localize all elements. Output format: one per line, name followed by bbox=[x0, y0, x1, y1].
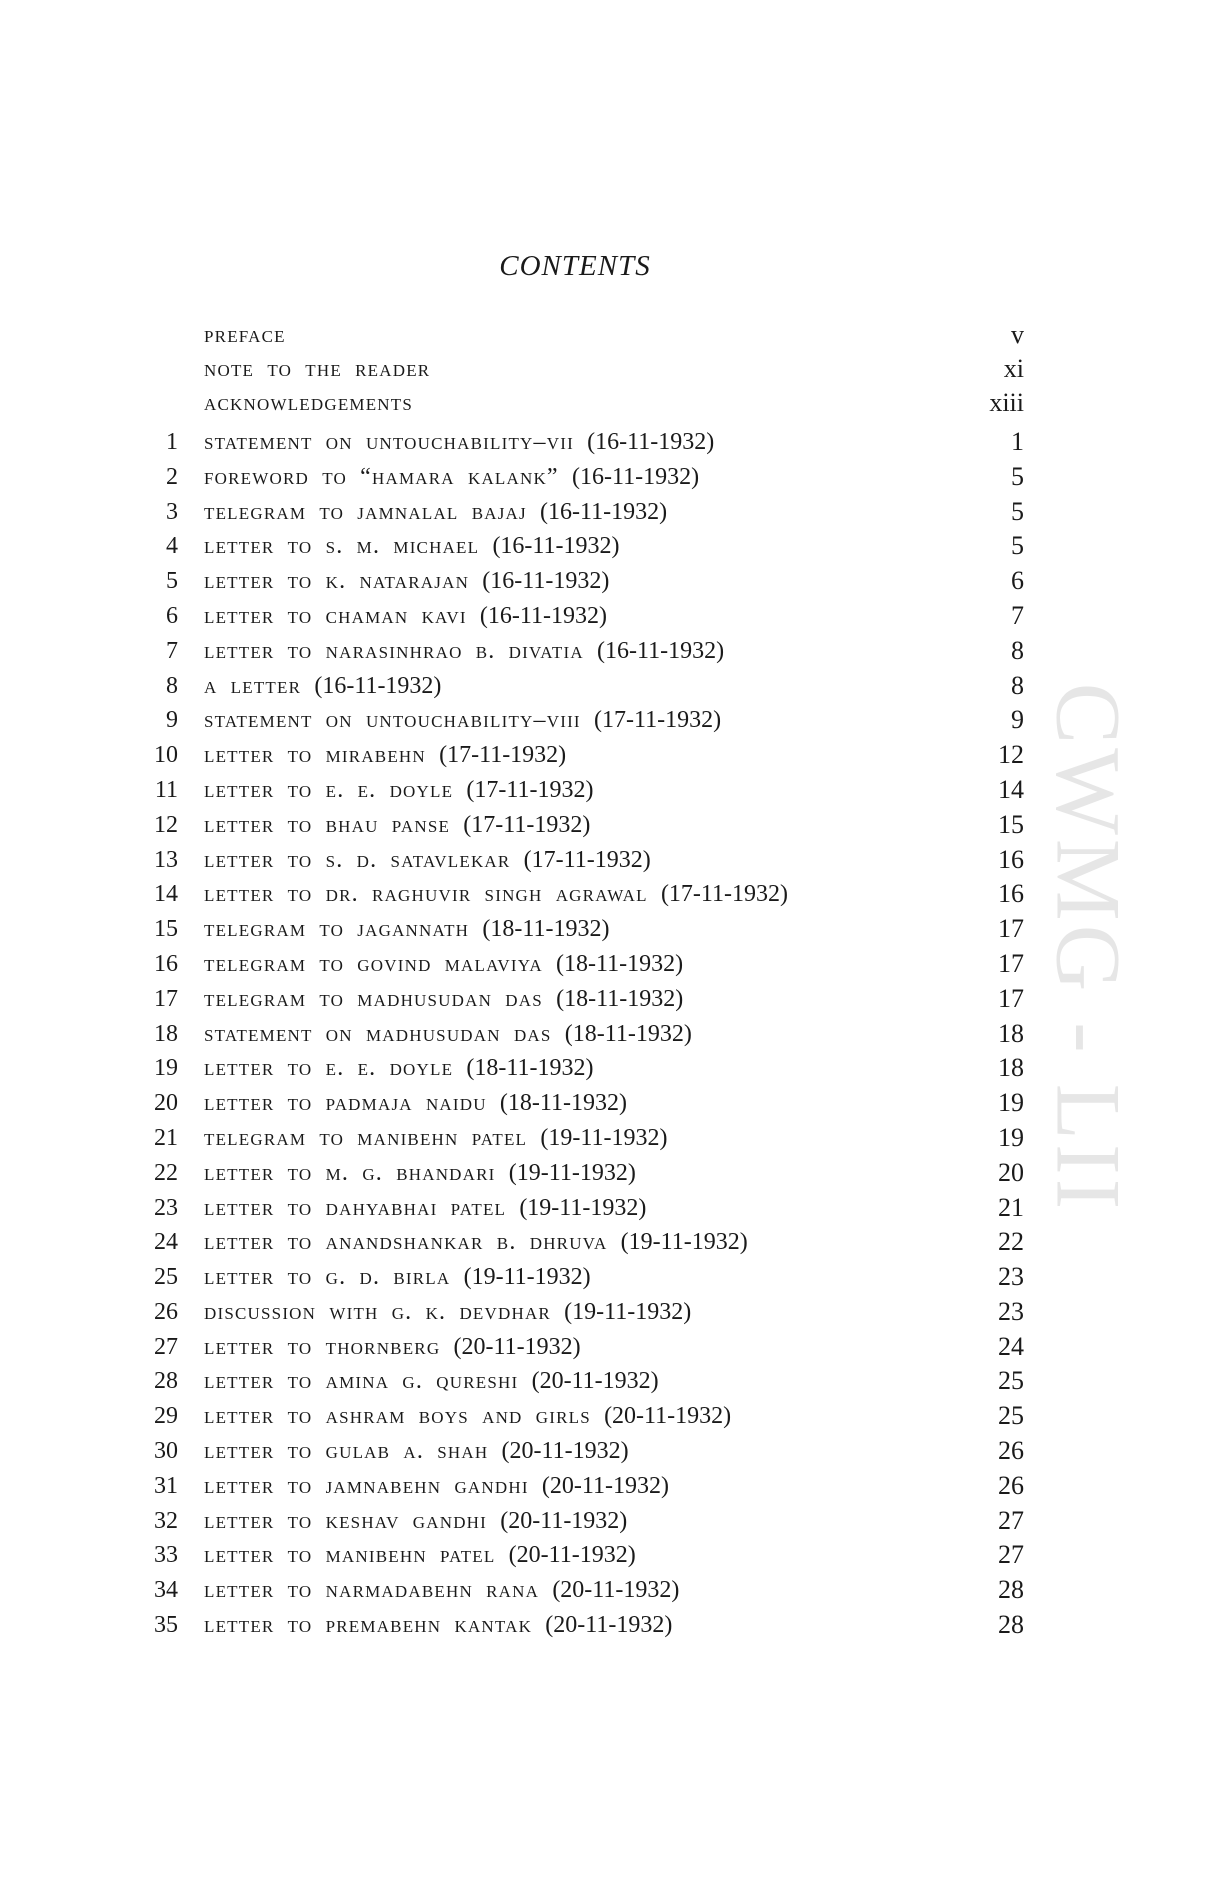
entry-date: (18-11-1932) bbox=[556, 985, 684, 1012]
entry-number: 20 bbox=[154, 1090, 178, 1117]
entry-date: (17-11-1932) bbox=[463, 811, 591, 838]
entry-title bbox=[204, 495, 667, 529]
entry-title-text: letter to premabehn kantak bbox=[204, 1612, 533, 1638]
entry-title-text: letter to narasinhrao b. divatia bbox=[204, 637, 584, 664]
toc-row bbox=[0, 773, 1229, 807]
entry-number: 30 bbox=[154, 1438, 178, 1464]
entry-title bbox=[204, 843, 651, 877]
entry-page: 27 bbox=[998, 1505, 1024, 1535]
entry-number: 7 bbox=[166, 637, 178, 664]
entry-date: (19-11-1932) bbox=[540, 1124, 668, 1151]
entry-title-text: telegram to madhusudan das bbox=[204, 985, 543, 1012]
entry-title bbox=[204, 564, 609, 598]
entry-title bbox=[204, 912, 609, 946]
entry-title bbox=[204, 529, 620, 563]
entry-date: (20-11-1932) bbox=[501, 1438, 629, 1464]
entry-title bbox=[204, 1086, 627, 1120]
entry-number: 5 bbox=[166, 568, 178, 595]
toc-row bbox=[0, 843, 1229, 877]
entry-number: 9 bbox=[166, 707, 178, 734]
entry-page: 8 bbox=[1011, 635, 1024, 665]
entry-date: (17-11-1932) bbox=[439, 742, 567, 769]
entry-date: (16-11-1932) bbox=[314, 672, 442, 699]
entry-title bbox=[204, 1573, 679, 1607]
entry-title bbox=[204, 1608, 672, 1642]
entry-title bbox=[204, 738, 566, 772]
entry-title bbox=[204, 634, 724, 668]
entry-title bbox=[204, 1399, 731, 1433]
front-matter-row bbox=[0, 386, 1229, 420]
toc-row bbox=[0, 669, 1229, 703]
entry-page: 25 bbox=[998, 1366, 1024, 1396]
toc-row bbox=[0, 599, 1229, 633]
entry-number: 10 bbox=[154, 742, 178, 769]
entry-page: v bbox=[1011, 320, 1024, 349]
entry-title-text: telegram to govind malaviya bbox=[204, 950, 543, 977]
toc-row bbox=[0, 1538, 1229, 1572]
entry-date: (16-11-1932) bbox=[572, 463, 700, 490]
entry-number: 3 bbox=[166, 498, 178, 525]
entry-title-text: letter to jamnabehn gandhi bbox=[204, 1472, 529, 1499]
toc-row bbox=[0, 1295, 1229, 1329]
entry-page: 19 bbox=[998, 1122, 1024, 1152]
toc-row bbox=[0, 1156, 1229, 1190]
entry-title-text: letter to k. natarajan bbox=[204, 568, 470, 595]
entry-number: 23 bbox=[154, 1194, 178, 1221]
entry-page: 17 bbox=[998, 914, 1024, 944]
entry-title-text: letter to mirabehn bbox=[204, 742, 426, 769]
entry-number: 4 bbox=[166, 533, 178, 560]
entry-date: (19-11-1932) bbox=[519, 1194, 647, 1221]
toc-row bbox=[0, 912, 1229, 946]
entry-date: (17-11-1932) bbox=[594, 707, 722, 734]
entry-date: (20-11-1932) bbox=[604, 1403, 732, 1430]
entry-page: 17 bbox=[998, 983, 1024, 1013]
entry-page: 28 bbox=[998, 1610, 1024, 1639]
entry-number: 18 bbox=[154, 1020, 178, 1047]
toc-row bbox=[0, 1086, 1229, 1120]
watermark-text: CWMG - LII bbox=[1037, 682, 1140, 1214]
entry-date: (20-11-1932) bbox=[453, 1333, 581, 1360]
toc-row bbox=[0, 1434, 1229, 1468]
entry-number: 31 bbox=[154, 1472, 178, 1499]
entry-number: 22 bbox=[154, 1159, 178, 1186]
entry-number: 14 bbox=[154, 881, 178, 908]
entry-date: (16-11-1932) bbox=[492, 533, 620, 560]
entry-number: 6 bbox=[166, 603, 178, 629]
entry-page: 24 bbox=[998, 1331, 1024, 1361]
toc-row bbox=[0, 703, 1229, 737]
entry-date: (20-11-1932) bbox=[552, 1577, 680, 1604]
entry-title-text: letter to chaman kavi bbox=[204, 603, 467, 629]
entry-number: 8 bbox=[166, 672, 178, 699]
toc-row bbox=[0, 808, 1229, 842]
entry-title-text: letter to m. g. bhandari bbox=[204, 1159, 496, 1186]
entry-number: 17 bbox=[154, 985, 178, 1012]
entry-title bbox=[204, 1434, 629, 1468]
entry-page: 5 bbox=[1011, 531, 1024, 561]
entry-date: (16-11-1932) bbox=[540, 498, 668, 525]
entry-number: 1 bbox=[166, 429, 178, 455]
entry-date: (16-11-1932) bbox=[482, 568, 610, 595]
entry-date: (20-11-1932) bbox=[541, 1472, 669, 1499]
entry-title-text: telegram to jamnalal bajaj bbox=[204, 498, 527, 525]
entry-page: 22 bbox=[998, 1227, 1024, 1257]
entry-title-text: telegram to manibehn patel bbox=[204, 1124, 528, 1151]
entry-title bbox=[204, 1051, 593, 1085]
entry-title bbox=[204, 982, 683, 1016]
entry-title bbox=[204, 1469, 669, 1503]
entry-date: (17-11-1932) bbox=[466, 776, 594, 803]
entry-title-text: letter to ashram boys and girls bbox=[204, 1403, 591, 1430]
entry-page: 18 bbox=[998, 1053, 1024, 1083]
entry-title bbox=[204, 1156, 636, 1190]
entry-title bbox=[204, 669, 441, 703]
entry-title-text: statement on madhusudan das bbox=[204, 1020, 552, 1047]
toc-row bbox=[0, 1504, 1229, 1538]
entry-title bbox=[204, 1121, 667, 1155]
entry-number: 2 bbox=[166, 463, 178, 490]
toc-row bbox=[0, 1260, 1229, 1294]
entry-date: (16-11-1932) bbox=[597, 637, 725, 664]
entry-title-text: letter to padmaja naidu bbox=[204, 1090, 487, 1117]
toc-row bbox=[0, 1051, 1229, 1085]
entry-page: 16 bbox=[998, 879, 1024, 909]
toc-row bbox=[0, 1225, 1229, 1259]
toc-row bbox=[0, 1121, 1229, 1155]
entry-date: (18-11-1932) bbox=[564, 1020, 692, 1047]
entry-title-text: letter to thornberg bbox=[204, 1333, 441, 1360]
entry-page: xiii bbox=[989, 388, 1024, 417]
toc-row bbox=[0, 529, 1229, 563]
toc-row bbox=[0, 460, 1229, 494]
entry-date: (19-11-1932) bbox=[508, 1159, 636, 1186]
entry-date: (19-11-1932) bbox=[564, 1298, 692, 1325]
entry-title-text: letter to gulab a. shah bbox=[204, 1438, 489, 1464]
toc-row bbox=[0, 425, 1229, 459]
front-matter-row bbox=[0, 352, 1229, 386]
entry-title bbox=[204, 947, 683, 981]
entry-title bbox=[204, 703, 721, 737]
entry-title-text: letter to e. e. doyle bbox=[204, 776, 454, 803]
entry-page: 14 bbox=[998, 774, 1024, 804]
entry-title bbox=[204, 1330, 581, 1364]
entry-title-text: letter to dahyabhai patel bbox=[204, 1194, 507, 1221]
entry-number: 21 bbox=[154, 1124, 178, 1151]
entry-page: 12 bbox=[998, 740, 1024, 770]
entry-page: 1 bbox=[1011, 427, 1024, 456]
entry-title-text: letter to amina g. qureshi bbox=[204, 1368, 519, 1395]
entry-title-text: a letter bbox=[204, 672, 302, 699]
entry-title-text: letter to s. m. michael bbox=[204, 533, 480, 560]
entry-page: 23 bbox=[998, 1262, 1024, 1292]
entry-title bbox=[204, 1191, 646, 1225]
entry-date: (20-11-1932) bbox=[545, 1612, 673, 1638]
toc-row bbox=[0, 738, 1229, 772]
toc-row bbox=[0, 634, 1229, 668]
entry-title bbox=[204, 1225, 748, 1259]
entry-title-text: letter to dr. raghuvir singh agrawal bbox=[204, 881, 648, 908]
entry-number: 19 bbox=[154, 1055, 178, 1082]
entry-number: 11 bbox=[154, 776, 178, 803]
toc-row bbox=[0, 495, 1229, 529]
entry-title-text: telegram to jagannath bbox=[204, 916, 470, 943]
entry-page: 25 bbox=[998, 1401, 1024, 1431]
toc-row bbox=[0, 1399, 1229, 1433]
entry-title-text: statement on untouchability–vii bbox=[204, 429, 574, 455]
entry-page: 26 bbox=[998, 1436, 1024, 1465]
entry-date: (18-11-1932) bbox=[556, 950, 684, 977]
entry-number: 26 bbox=[154, 1298, 178, 1325]
entry-page: 8 bbox=[1011, 670, 1024, 700]
entry-date: (18-11-1932) bbox=[466, 1055, 594, 1082]
entry-page: 19 bbox=[998, 1088, 1024, 1118]
entry-title-text: discussion with g. k. devdhar bbox=[204, 1298, 551, 1325]
entry-date: (18-11-1932) bbox=[499, 1090, 627, 1117]
toc-row bbox=[0, 1573, 1229, 1607]
entry-title bbox=[204, 460, 699, 494]
entry-page: 5 bbox=[1011, 496, 1024, 526]
entry-title: acknowledgements bbox=[204, 390, 414, 416]
entry-page: 18 bbox=[998, 1018, 1024, 1048]
entry-date: (16-11-1932) bbox=[479, 603, 607, 629]
entry-page: 6 bbox=[1011, 566, 1024, 596]
toc-row bbox=[0, 564, 1229, 598]
entry-title-text: foreword to “hamara kalank” bbox=[204, 463, 559, 490]
entry-title bbox=[204, 425, 714, 459]
page-title: CONTENTS bbox=[499, 250, 651, 282]
entry-number: 35 bbox=[154, 1612, 178, 1638]
entry-page: 28 bbox=[998, 1575, 1024, 1605]
entry-number: 15 bbox=[154, 916, 178, 943]
entry-title-text: letter to manibehn patel bbox=[204, 1542, 496, 1569]
entry-number: 13 bbox=[154, 846, 178, 873]
entry-page: 7 bbox=[1011, 601, 1024, 630]
entry-title-text: letter to anandshankar b. dhruva bbox=[204, 1229, 608, 1256]
entry-number: 34 bbox=[154, 1577, 178, 1604]
toc-row bbox=[0, 1191, 1229, 1225]
entry-date: (19-11-1932) bbox=[463, 1264, 591, 1291]
entry-date: (20-11-1932) bbox=[500, 1507, 628, 1534]
entry-title bbox=[204, 1364, 659, 1398]
entry-page: xi bbox=[1003, 354, 1024, 383]
entry-page: 9 bbox=[1011, 705, 1024, 735]
entry-number: 28 bbox=[154, 1368, 178, 1395]
entry-page: 17 bbox=[998, 948, 1024, 978]
entry-page: 20 bbox=[998, 1157, 1024, 1187]
entry-title: note to the reader bbox=[204, 356, 431, 382]
entry-page: 5 bbox=[1011, 461, 1024, 491]
entry-number: 16 bbox=[154, 950, 178, 977]
entry-number: 29 bbox=[154, 1403, 178, 1430]
entry-date: (19-11-1932) bbox=[620, 1229, 748, 1256]
entry-title bbox=[204, 877, 788, 911]
entry-title-text: statement on untouchability–viii bbox=[204, 707, 581, 734]
entry-title bbox=[204, 599, 607, 633]
front-matter-row bbox=[0, 318, 1229, 352]
entry-title bbox=[204, 1538, 636, 1572]
entry-title-text: letter to g. d. birla bbox=[204, 1264, 451, 1291]
entry-number: 33 bbox=[154, 1542, 178, 1569]
toc-row bbox=[0, 1017, 1229, 1051]
entry-date: (20-11-1932) bbox=[531, 1368, 659, 1395]
entry-date: (17-11-1932) bbox=[660, 881, 789, 908]
entry-page: 27 bbox=[998, 1540, 1024, 1570]
entry-title: preface bbox=[204, 322, 286, 348]
entry-title bbox=[204, 1295, 691, 1329]
toc-row bbox=[0, 982, 1229, 1016]
entry-title bbox=[204, 1504, 627, 1538]
entry-title-text: letter to e. e. doyle bbox=[204, 1055, 454, 1082]
entry-page: 15 bbox=[998, 809, 1024, 839]
entry-number: 32 bbox=[154, 1507, 178, 1534]
entry-number: 27 bbox=[154, 1333, 178, 1360]
entry-number: 12 bbox=[154, 811, 178, 838]
entry-title bbox=[204, 773, 593, 807]
entry-title-text: letter to bhau panse bbox=[204, 811, 451, 838]
entry-date: (18-11-1932) bbox=[482, 916, 610, 943]
entry-page: 16 bbox=[998, 844, 1024, 874]
entry-page: 21 bbox=[998, 1192, 1024, 1222]
entry-page: 23 bbox=[998, 1296, 1024, 1326]
entry-number: 24 bbox=[154, 1229, 178, 1256]
entry-title-text: letter to s. d. satavlekar bbox=[204, 846, 511, 873]
toc-row bbox=[0, 1330, 1229, 1364]
toc-row bbox=[0, 1364, 1229, 1398]
toc-row bbox=[0, 1469, 1229, 1503]
toc-row bbox=[0, 1608, 1229, 1642]
entry-page: 26 bbox=[998, 1470, 1024, 1500]
entry-title-text: letter to narmadabehn rana bbox=[204, 1577, 540, 1604]
entry-title bbox=[204, 1260, 591, 1294]
toc-row bbox=[0, 877, 1229, 911]
entry-number: 25 bbox=[154, 1264, 178, 1291]
entry-date: (17-11-1932) bbox=[523, 846, 651, 873]
entry-title bbox=[204, 808, 590, 842]
toc-row bbox=[0, 947, 1229, 981]
entry-title-text: letter to keshav gandhi bbox=[204, 1507, 488, 1534]
entry-date: (20-11-1932) bbox=[508, 1542, 636, 1569]
entry-title bbox=[204, 1017, 692, 1051]
entry-date: (16-11-1932) bbox=[587, 429, 715, 455]
